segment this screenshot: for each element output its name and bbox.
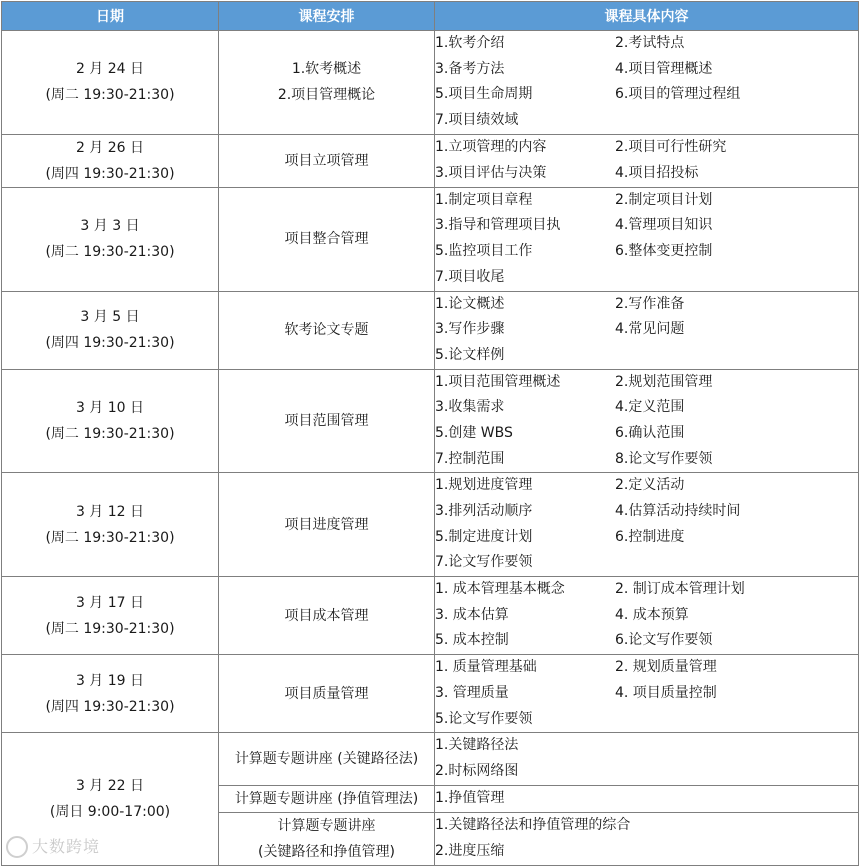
content-item: 8.论文写作要领 xyxy=(615,447,815,473)
date-time: (周四 19:30-21:30) xyxy=(2,161,218,187)
arrangement-cell xyxy=(219,785,435,812)
content-item: 1.立项管理的内容 xyxy=(435,135,615,161)
content-items xyxy=(435,135,858,186)
content-item: 2.规划范围管理 xyxy=(615,370,815,396)
date-time: (周二 19:30-21:30) xyxy=(2,525,218,551)
date-time: (周四 19:30-21:30) xyxy=(2,694,218,720)
content-item: 4.管理项目知识 xyxy=(615,213,815,239)
schedule-row xyxy=(2,291,859,369)
content-item: 5.论文样例 xyxy=(435,343,615,369)
schedule-row xyxy=(2,577,859,655)
schedule-row xyxy=(2,31,859,135)
date-time: (周二 19:30-21:30) xyxy=(2,239,218,265)
content-item: 2.进度压缩 xyxy=(435,839,815,865)
date-day: 3 月 19 日 xyxy=(2,668,218,694)
arrangement-line: 计算题专题讲座 (挣值管理法) xyxy=(219,786,434,812)
arrangement-line: 项目质量管理 xyxy=(219,681,434,707)
content-item: 6.控制进度 xyxy=(615,525,815,551)
content-items xyxy=(435,370,858,473)
content-item: 3.收集需求 xyxy=(435,395,615,421)
arrangement-cell xyxy=(219,187,435,291)
content-item: 4.项目招投标 xyxy=(615,161,815,187)
arrangement-line: 计算题专题讲座 (关键路径法) xyxy=(219,746,434,772)
arrangement-line: 计算题专题讲座 xyxy=(219,813,434,839)
arrangement-line: 项目成本管理 xyxy=(219,603,434,629)
content-item: 2.定义活动 xyxy=(615,473,815,499)
date-cell xyxy=(2,655,219,733)
content-cell xyxy=(435,369,859,473)
content-item: 6.整体变更控制 xyxy=(615,239,815,265)
date-time: (周二 19:30-21:30) xyxy=(2,421,218,447)
watermark xyxy=(6,834,100,859)
content-item: 7.项目绩效域 xyxy=(435,108,615,134)
content-items xyxy=(435,786,858,812)
content-item: 5.项目生命周期 xyxy=(435,82,615,108)
date-day: 3 月 22 日 xyxy=(2,773,218,799)
arrangement-cell xyxy=(219,655,435,733)
content-item: 2.写作准备 xyxy=(615,292,815,318)
content-item: 2.制定项目计划 xyxy=(615,188,815,214)
date-day: 3 月 3 日 xyxy=(2,213,218,239)
content-item: 4.估算活动持续时间 xyxy=(615,499,815,525)
content-item: 3.排列活动顺序 xyxy=(435,499,615,525)
schedule-row xyxy=(2,369,859,473)
content-item: 1.挣值管理 xyxy=(435,786,815,812)
arrangement-line: (关键路径和挣值管理) xyxy=(219,839,434,865)
content-item: 6.论文写作要领 xyxy=(615,628,815,654)
content-items xyxy=(435,813,858,864)
arrangement-cell xyxy=(219,473,435,577)
content-item: 2.项目可行性研究 xyxy=(615,135,815,161)
date-cell xyxy=(2,369,219,473)
schedule-row xyxy=(2,733,859,785)
content-item: 4. 成本预算 xyxy=(615,603,815,629)
content-items xyxy=(435,31,858,134)
content-item: 5.论文写作要领 xyxy=(435,707,615,733)
content-cell xyxy=(435,577,859,655)
content-item: 1. 质量管理基础 xyxy=(435,655,615,681)
content-item: 3.项目评估与决策 xyxy=(435,161,615,187)
content-item: 4.项目管理概述 xyxy=(615,57,815,83)
date-time: (周日 9:00-17:00) xyxy=(2,799,218,825)
content-item: 6.确认范围 xyxy=(615,421,815,447)
content-item: 7.项目收尾 xyxy=(435,265,615,291)
content-item: 1.项目范围管理概述 xyxy=(435,370,615,396)
content-item: 2.考试特点 xyxy=(615,31,815,57)
course-schedule-table xyxy=(1,1,859,866)
arrangement-cell xyxy=(219,733,435,785)
content-item: 6.项目的管理过程组 xyxy=(615,82,815,108)
date-cell xyxy=(2,31,219,135)
arrangement-line: 软考论文专题 xyxy=(219,317,434,343)
arrangement-line: 项目进度管理 xyxy=(219,512,434,538)
date-time: (周四 19:30-21:30) xyxy=(2,330,218,356)
date-day: 2 月 26 日 xyxy=(2,135,218,161)
content-item: 1.关键路径法 xyxy=(435,733,815,759)
content-item: 7.控制范围 xyxy=(435,447,615,473)
content-item: 1.关键路径法和挣值管理的综合 xyxy=(435,813,815,839)
content-item: 3.备考方法 xyxy=(435,57,615,83)
watermark-text: 大数跨境 xyxy=(32,837,100,856)
content-item: 2. 规划质量管理 xyxy=(615,655,815,681)
arrangement-line: 项目立项管理 xyxy=(219,148,434,174)
header-date: 日期 xyxy=(2,2,219,31)
schedule-row xyxy=(2,473,859,577)
content-item: 3.写作步骤 xyxy=(435,317,615,343)
date-cell xyxy=(2,187,219,291)
date-time: (周二 19:30-21:30) xyxy=(2,82,218,108)
content-item: 1.规划进度管理 xyxy=(435,473,615,499)
date-day: 2 月 24 日 xyxy=(2,56,218,82)
header-content: 课程具体内容 xyxy=(435,2,859,31)
schedule-body xyxy=(2,31,859,866)
date-day: 3 月 5 日 xyxy=(2,304,218,330)
arrangement-line: 1.软考概述 xyxy=(219,56,434,82)
content-cell xyxy=(435,291,859,369)
content-item: 3. 管理质量 xyxy=(435,681,615,707)
content-cell xyxy=(435,785,859,812)
content-item: 1.论文概述 xyxy=(435,292,615,318)
content-cell xyxy=(435,733,859,785)
content-item: 5.制定进度计划 xyxy=(435,525,615,551)
date-day: 3 月 10 日 xyxy=(2,395,218,421)
content-cell xyxy=(435,187,859,291)
content-cell xyxy=(435,473,859,577)
content-items xyxy=(435,733,858,784)
content-item: 1.软考介绍 xyxy=(435,31,615,57)
content-items xyxy=(435,655,858,732)
content-item: 2.时标网络图 xyxy=(435,759,815,785)
arrangement-cell xyxy=(219,369,435,473)
content-item: 5. 成本控制 xyxy=(435,628,615,654)
arrangement-cell xyxy=(219,577,435,655)
content-item: 4.常见问题 xyxy=(615,317,815,343)
content-cell xyxy=(435,655,859,733)
date-time: (周二 19:30-21:30) xyxy=(2,616,218,642)
content-items xyxy=(435,188,858,291)
content-items xyxy=(435,473,858,576)
arrangement-cell xyxy=(219,134,435,187)
watermark-logo-icon xyxy=(6,836,28,858)
date-day: 3 月 17 日 xyxy=(2,590,218,616)
content-item: 3.指导和管理项目执 xyxy=(435,213,615,239)
content-cell xyxy=(435,31,859,135)
schedule-row xyxy=(2,134,859,187)
content-item: 5.创建 WBS xyxy=(435,421,615,447)
date-cell xyxy=(2,577,219,655)
date-cell xyxy=(2,473,219,577)
content-item: 4. 项目质量控制 xyxy=(615,681,815,707)
content-item: 4.定义范围 xyxy=(615,395,815,421)
content-item: 1.制定项目章程 xyxy=(435,188,615,214)
arrangement-line: 2.项目管理概论 xyxy=(219,82,434,108)
arrangement-cell xyxy=(219,812,435,865)
date-day: 3 月 12 日 xyxy=(2,499,218,525)
content-cell xyxy=(435,812,859,865)
content-cell xyxy=(435,134,859,187)
content-item: 2. 制订成本管理计划 xyxy=(615,577,815,603)
arrangement-line: 项目范围管理 xyxy=(219,408,434,434)
arrangement-line: 项目整合管理 xyxy=(219,226,434,252)
schedule-row xyxy=(2,187,859,291)
content-item: 7.论文写作要领 xyxy=(435,550,615,576)
date-cell xyxy=(2,134,219,187)
header-arrangement: 课程安排 xyxy=(219,2,435,31)
header-row xyxy=(2,2,859,31)
arrangement-cell xyxy=(219,291,435,369)
date-cell xyxy=(2,291,219,369)
content-items xyxy=(435,292,858,369)
arrangement-cell xyxy=(219,31,435,135)
content-item: 5.监控项目工作 xyxy=(435,239,615,265)
content-item: 3. 成本估算 xyxy=(435,603,615,629)
content-items xyxy=(435,577,858,654)
content-item: 1. 成本管理基本概念 xyxy=(435,577,615,603)
schedule-row xyxy=(2,655,859,733)
